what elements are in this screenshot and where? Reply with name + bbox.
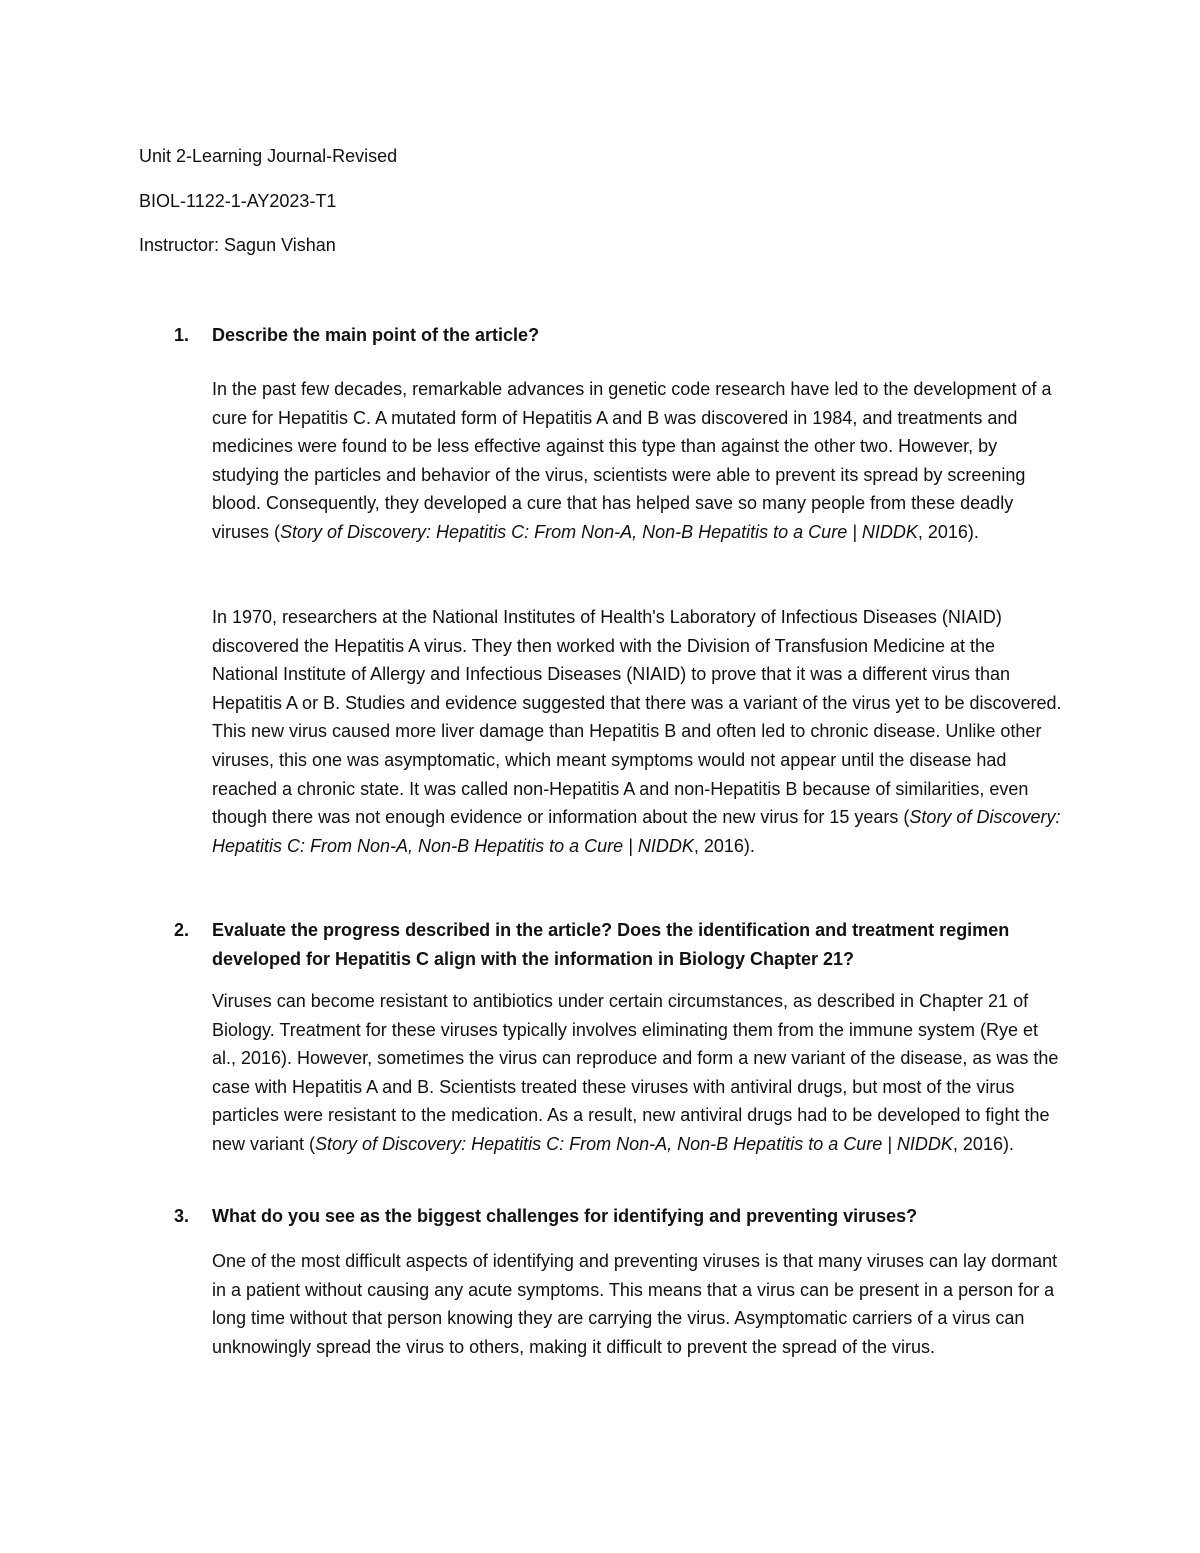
- answer-2-paragraph-1: [212, 987, 1062, 1159]
- question-1-text: Describe the main point of the article?: [212, 325, 540, 345]
- paragraph-text: In the past few decades, remarkable advances in genetic code research have led to the development of a cure for Hepatitis C. A mutated form of Hepatitis A and B was discovered in 1984, and treatments and medicines were found to be less effective against this type than against the other two. However, by studying the particles and behavior of the virus, scientists were able to prevent its spread by screening blood. Consequently, they developed a cure that has helped save so many people from these deadly viruses (: [212, 379, 1052, 542]
- paragraph-text: Viruses can become resistant to antibiotics under certain circumstances, as described in Chapter 21 of Biology. Treatment for these viruses typically involves eliminating them from the immune system (Rye et al., 2016). However, sometimes the virus can reproduce and form a new variant of the disease, as was the case with Hepatitis A and B. Scientists treated these viruses with antiviral drugs, but most of the virus particles were resistant to the medication. As a result, new antiviral drugs had to be developed to fight the new variant (: [212, 991, 1059, 1154]
- question-1-number: 1.: [174, 325, 190, 345]
- citation-year: , 2016).: [917, 521, 979, 542]
- question-3-number: 3.: [174, 1206, 190, 1226]
- citation: Story of Discovery: Hepatitis C: From Non-A, Non-B Hepatitis to a Cure | NIDDK: [315, 1133, 953, 1154]
- answer-1-paragraph-2: [212, 603, 1062, 860]
- question-3-text: What do you see as the biggest challenges for identifying and preventing viruses?: [212, 1206, 918, 1226]
- citation: Story of Discovery: Hepatitis C: From Non-A, Non-B Hepatitis to a Cure | NIDDK: [212, 807, 1061, 856]
- instructor-line: Instructor: Sagun Vishan: [139, 235, 336, 255]
- document-title: Unit 2-Learning Journal-Revised: [139, 146, 398, 166]
- citation: Story of Discovery: Hepatitis C: From Non-A, Non-B Hepatitis to a Cure | NIDDK: [280, 521, 918, 542]
- question-2-text: Evaluate the progress described in the article? Does the identification and treatment regimen developed for Hepatitis C align with the information in Biology Chapter 21?: [212, 920, 1010, 969]
- answer-3-paragraph-1: [212, 1247, 1062, 1361]
- citation-year: , 2016).: [693, 835, 755, 856]
- course-code: BIOL-1122-1-AY2023-T1: [139, 191, 337, 211]
- paragraph-text: One of the most difficult aspects of identifying and preventing viruses is that many viruses can lay dormant in a patient without causing any acute symptoms. This means that a virus can be present in a person for a long time without that person knowing they are carrying the virus. Asymptomatic carriers of a virus can unknowingly spread the virus to others, making it difficult to prevent the spread of the virus.: [212, 1251, 1058, 1357]
- question-2-number: 2.: [174, 920, 190, 940]
- citation-year: , 2016).: [952, 1133, 1014, 1154]
- answer-1-paragraph-1: [212, 375, 1062, 547]
- paragraph-text: In 1970, researchers at the National Institutes of Health's Laboratory of Infectious Diseases (NIAID) discovered the Hepatitis A virus. They then worked with the Division of Transfusion Medicine at the National Institute of Allergy and Infectious Diseases (NIAID) to prove that it was a different virus than Hepatitis A or B. Studies and evidence suggested that there was a variant of the virus yet to be discovered. This new virus caused more liver damage than Hepatitis B and often led to chronic disease. Unlike other viruses, this one was asymptomatic, which meant symptoms would not appear until the disease had reached a chronic state. It was called non-Hepatitis A and non-Hepatitis B because of similarities, even though there was not enough evidence or information about the new virus for 15 years (: [212, 607, 1062, 828]
